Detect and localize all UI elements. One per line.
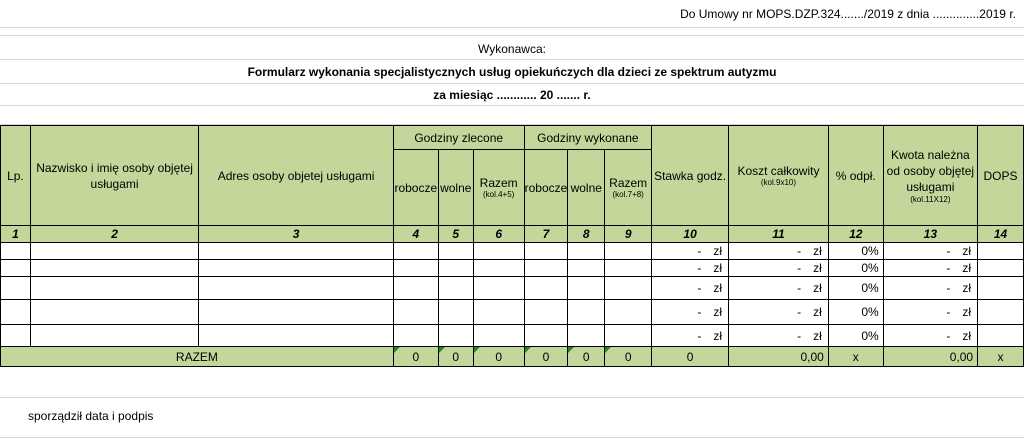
table-row	[1, 260, 1024, 277]
header-cost-note: (kol.9x10)	[760, 177, 797, 187]
header-done-total-note: (kol.7+8)	[612, 189, 644, 199]
table-cell[interactable]	[524, 243, 568, 260]
table-cell[interactable]	[473, 260, 524, 277]
summary-cell[interactable]: x	[978, 347, 1024, 367]
table-row	[1, 277, 1024, 300]
data-rows	[1, 243, 1024, 347]
amount: -	[797, 281, 802, 295]
table-cell[interactable]	[438, 260, 473, 277]
table-cell[interactable]	[568, 243, 605, 260]
amount: -	[697, 244, 702, 258]
header-done-free: wolne	[568, 150, 605, 226]
table-cell[interactable]: 0%	[828, 260, 883, 277]
table-cell[interactable]	[978, 260, 1024, 277]
amount: -	[797, 305, 802, 319]
currency: zł	[813, 281, 822, 295]
header-hours-ordered: Godziny zlecone	[393, 126, 524, 150]
table-cell[interactable]	[30, 243, 198, 260]
table-header-row	[1, 126, 1024, 150]
currency: zł	[962, 244, 972, 258]
col-number: 4	[393, 226, 438, 243]
table-cell[interactable]	[30, 260, 198, 277]
header-done-total-label: Razem	[609, 175, 648, 190]
table-cell[interactable]	[978, 277, 1024, 300]
col-number: 6	[473, 226, 524, 243]
table-cell[interactable]	[978, 243, 1024, 260]
table-cell[interactable]	[605, 300, 652, 325]
col-number: 12	[828, 226, 883, 243]
col-number: 1	[1, 226, 31, 243]
table-cell[interactable]	[393, 243, 438, 260]
col-number: 9	[605, 226, 652, 243]
currency: zł	[713, 244, 723, 258]
table-cell[interactable]	[199, 243, 394, 260]
amount: -	[797, 244, 802, 258]
summary-cell[interactable]: 0	[438, 347, 473, 367]
amount: -	[946, 305, 951, 319]
header-ordered-free: wolne	[438, 150, 473, 226]
header-rate: Stawka godz.	[652, 126, 729, 226]
amount: -	[697, 305, 702, 319]
header-ordered-workdays: robocze	[393, 150, 438, 226]
table-cell[interactable]	[473, 277, 524, 300]
col-number: 3	[199, 226, 394, 243]
table-cell[interactable]	[393, 277, 438, 300]
col-number: 7	[524, 226, 568, 243]
table-cell[interactable]	[1, 243, 31, 260]
currency: zł	[713, 328, 723, 343]
prepared-by-label: sporządził data i podpis	[28, 409, 154, 423]
summary-cell[interactable]: 0	[524, 347, 568, 367]
table-cell[interactable]	[1, 300, 31, 325]
currency: zł	[813, 328, 822, 343]
header-name: Nazwisko i imię osoby objętej usługami	[30, 126, 198, 226]
header-cost-label: Koszt całkowity	[737, 163, 820, 178]
table-cell[interactable]: 0%	[828, 300, 883, 325]
amount: -	[797, 261, 802, 275]
col-number: 14	[978, 226, 1024, 243]
summary-cell[interactable]: 0,00	[883, 347, 977, 367]
currency: zł	[962, 305, 972, 319]
amount: -	[946, 244, 951, 258]
table-cell[interactable]	[605, 243, 652, 260]
table-cell[interactable]	[1, 277, 31, 300]
table-cell[interactable]	[729, 277, 829, 300]
table-cell[interactable]	[524, 300, 568, 325]
table-cell[interactable]	[473, 325, 524, 347]
table-cell[interactable]	[605, 260, 652, 277]
column-number-row	[1, 226, 1024, 243]
currency: zł	[813, 261, 822, 275]
amount: -	[946, 328, 951, 343]
table-cell[interactable]	[393, 260, 438, 277]
table-cell[interactable]	[393, 325, 438, 347]
currency: zł	[713, 305, 723, 319]
amount: -	[946, 281, 951, 295]
table-cell[interactable]	[729, 325, 829, 347]
header-due-label: Kwota należna od osoby objętej usługami	[886, 147, 975, 194]
currency: zł	[962, 261, 972, 275]
table-cell[interactable]	[729, 260, 829, 277]
col-number: 8	[568, 226, 605, 243]
header-due	[883, 126, 977, 226]
amount: -	[697, 261, 702, 275]
table-cell[interactable]	[978, 300, 1024, 325]
grid-row	[0, 378, 1024, 398]
table-cell[interactable]	[568, 277, 605, 300]
currency: zł	[813, 305, 822, 319]
table-cell[interactable]	[883, 243, 977, 260]
table-cell[interactable]: 0%	[828, 243, 883, 260]
summary-cell[interactable]: x	[828, 347, 883, 367]
summary-row	[1, 347, 1024, 367]
table-cell[interactable]	[30, 325, 198, 347]
table-cell[interactable]	[729, 300, 829, 325]
col-number: 10	[652, 226, 729, 243]
col-number: 11	[729, 226, 829, 243]
currency: zł	[713, 281, 723, 295]
header-cost	[729, 126, 829, 226]
header-done-total	[605, 150, 652, 226]
table-cell[interactable]	[568, 325, 605, 347]
contractor-label: Wykonawca:	[478, 42, 546, 56]
table-cell[interactable]	[652, 300, 729, 325]
col-number: 2	[30, 226, 198, 243]
grid-row	[0, 28, 1024, 36]
contract-reference: Do Umowy nr MOPS.DZP.324......./2019 z dnia ..............2019 r.	[680, 7, 1016, 21]
table-cell[interactable]	[199, 260, 394, 277]
table-cell[interactable]	[438, 325, 473, 347]
table-cell[interactable]	[652, 260, 729, 277]
amount: -	[797, 328, 802, 343]
table-cell[interactable]	[393, 300, 438, 325]
table-cell[interactable]	[883, 277, 977, 300]
grid-row	[0, 398, 1024, 438]
summary-cell[interactable]: 0	[568, 347, 605, 367]
services-table	[0, 125, 1024, 367]
col-number: 5	[438, 226, 473, 243]
currency: zł	[713, 261, 723, 275]
table-cell[interactable]	[438, 243, 473, 260]
table-cell[interactable]	[30, 300, 198, 325]
table-cell[interactable]	[605, 277, 652, 300]
table-cell[interactable]	[199, 277, 394, 300]
table-cell[interactable]	[524, 277, 568, 300]
header-ordered-total	[473, 150, 524, 226]
summary-cell[interactable]: 0	[652, 347, 729, 367]
form-title: Formularz wykonania specjalistycznych usług opiekuńczych dla dzieci ze spektrum autyzmu	[247, 65, 777, 79]
table-cell[interactable]	[568, 260, 605, 277]
summary-cell[interactable]: 0	[393, 347, 438, 367]
table-cell[interactable]	[473, 300, 524, 325]
amount: -	[697, 281, 702, 295]
currency: zł	[813, 244, 822, 258]
table-cell[interactable]	[883, 260, 977, 277]
col-number: 13	[883, 226, 977, 243]
table-cell[interactable]	[524, 325, 568, 347]
table-cell[interactable]	[1, 325, 31, 347]
header-address: Adres osoby objetej usługami	[199, 126, 394, 226]
table-cell[interactable]	[524, 260, 568, 277]
table-cell[interactable]	[883, 325, 977, 347]
header-dops: DOPS	[978, 126, 1024, 226]
amount: -	[697, 328, 702, 343]
table-row	[1, 243, 1024, 260]
table-cell[interactable]: 0%	[828, 325, 883, 347]
header-done-workdays: robocze	[524, 150, 568, 226]
amount: -	[946, 261, 951, 275]
table-cell[interactable]	[473, 243, 524, 260]
table-cell[interactable]	[652, 325, 729, 347]
currency: zł	[962, 281, 972, 295]
summary-cell[interactable]: 0	[473, 347, 524, 367]
table-cell[interactable]	[978, 325, 1024, 347]
summary-label[interactable]: RAZEM	[1, 347, 394, 367]
month-line: za miesiąc ............ 20 ....... r.	[433, 88, 591, 102]
table-cell[interactable]	[605, 325, 652, 347]
table-cell[interactable]	[883, 300, 977, 325]
header-due-note: (kol.11X12)	[910, 194, 951, 204]
currency: zł	[962, 328, 972, 343]
grid-row	[0, 106, 1024, 125]
header-hours-done: Godziny wykonane	[524, 126, 652, 150]
table-cell[interactable]	[729, 243, 829, 260]
table-cell[interactable]	[199, 300, 394, 325]
table-cell[interactable]	[438, 277, 473, 300]
header-ordered-total-label: Razem	[479, 175, 518, 190]
summary-cell[interactable]: 0,00	[729, 347, 829, 367]
table-cell[interactable]	[30, 277, 198, 300]
header-lp: Lp.	[1, 126, 31, 226]
table-cell[interactable]: 0%	[828, 277, 883, 300]
table-cell[interactable]	[568, 300, 605, 325]
table-row	[1, 325, 1024, 347]
table-cell[interactable]	[652, 243, 729, 260]
header-pct: % odpł.	[828, 126, 883, 226]
header-ordered-total-note: (kol.4+5)	[482, 189, 515, 199]
summary-cell[interactable]: 0	[605, 347, 652, 367]
table-cell[interactable]	[438, 300, 473, 325]
table-row	[1, 300, 1024, 325]
table-cell[interactable]	[652, 277, 729, 300]
table-cell[interactable]	[199, 325, 394, 347]
table-cell[interactable]	[1, 260, 31, 277]
